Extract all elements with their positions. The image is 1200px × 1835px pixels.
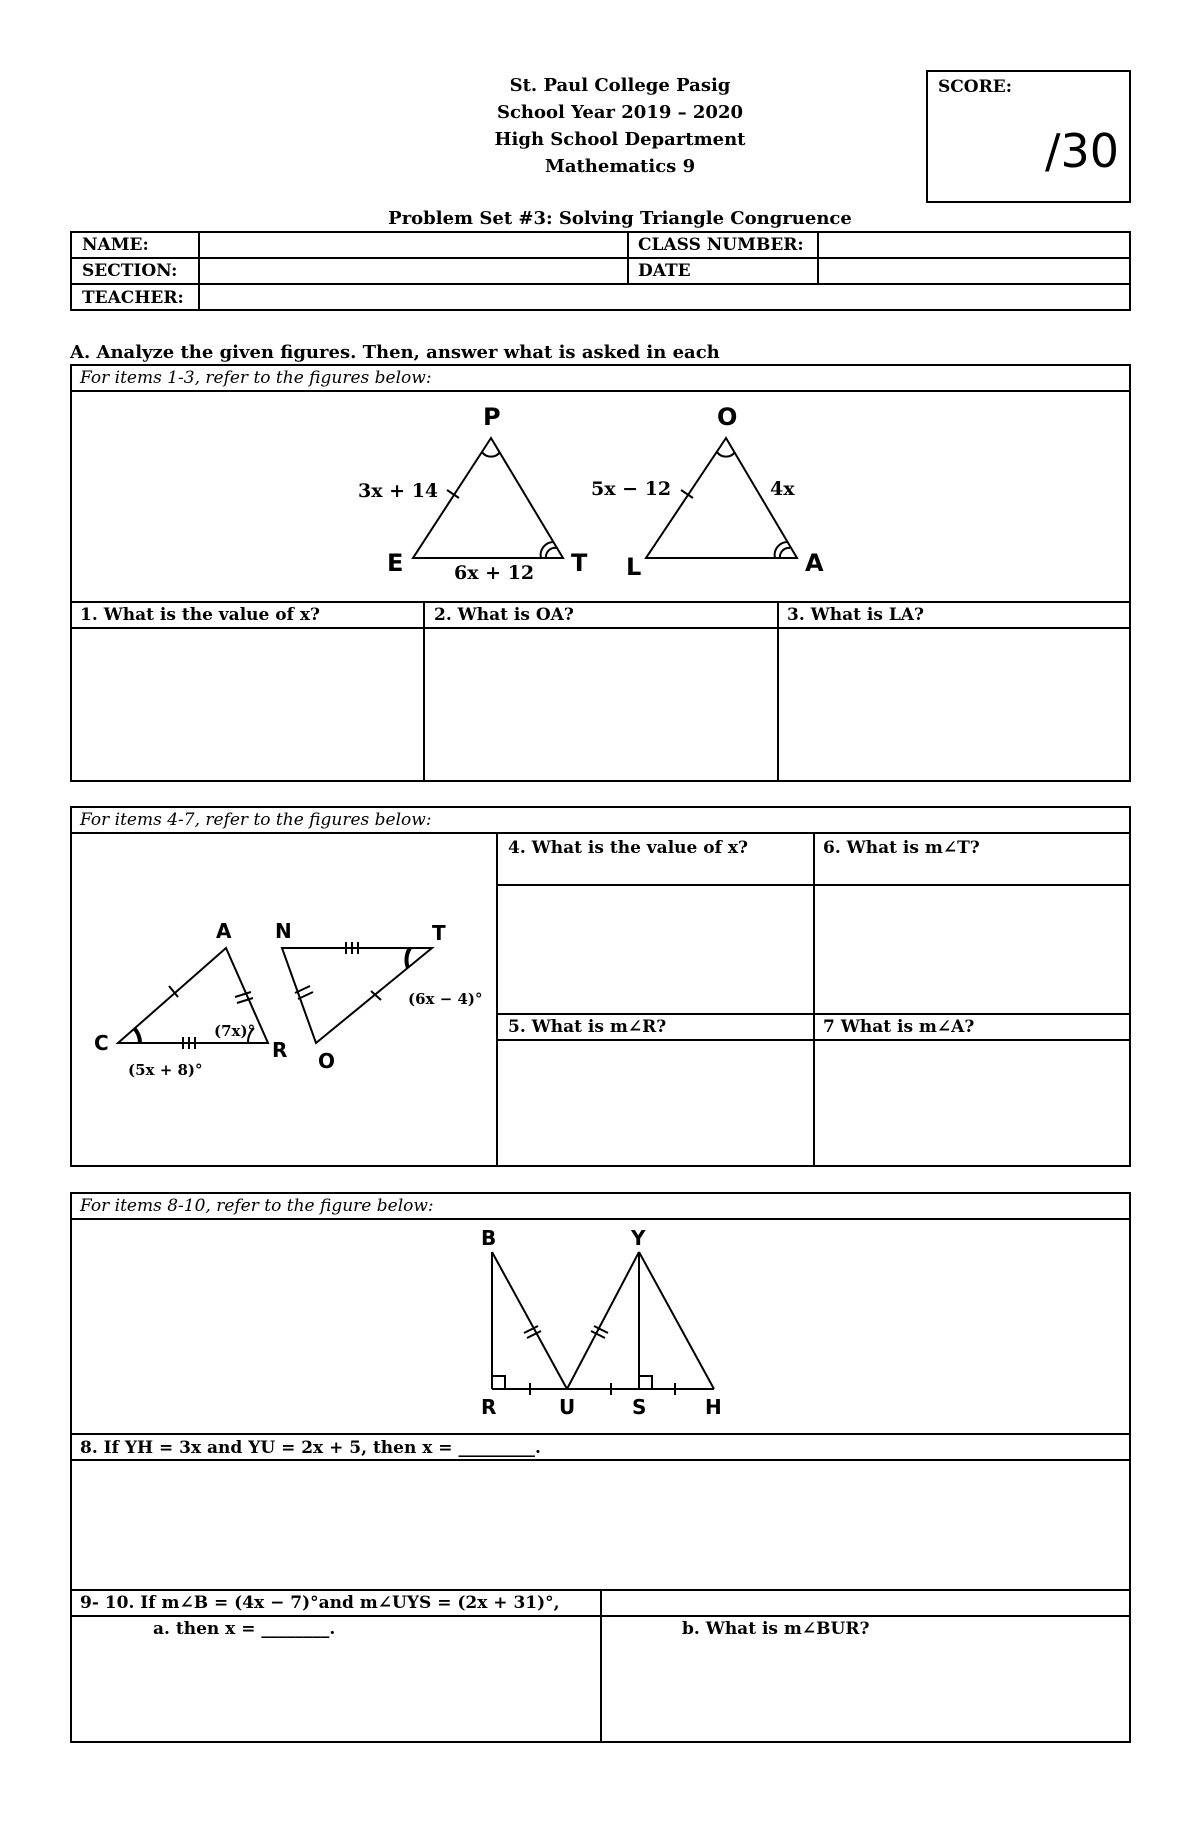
answer-box-4[interactable] (498, 886, 811, 1011)
angle-t-label: (6x − 4)° (408, 990, 483, 1008)
table-rule (70, 1218, 1131, 1220)
problem-set-title: Problem Set #3: Solving Triangle Congruence (388, 208, 852, 229)
school-name: St. Paul College Pasig (509, 75, 731, 96)
question-6: 6. What is m∠T? (823, 838, 980, 858)
table-rule (496, 1013, 1131, 1015)
angle-arc (780, 548, 790, 558)
angle-arc (541, 542, 554, 558)
subject: Mathematics 9 (544, 156, 696, 177)
vertex-c: C (94, 1031, 109, 1055)
vertex-r-3: R (481, 1395, 497, 1419)
date-label: DATE (638, 261, 691, 281)
vertex-a-2: A (216, 919, 232, 943)
vertex-p: P (483, 403, 501, 431)
score-total: /30 (1044, 124, 1119, 178)
department: High School Department (494, 129, 746, 150)
angle-arc (546, 548, 556, 558)
answer-box-7[interactable] (815, 1041, 1129, 1165)
vertex-l: L (626, 553, 642, 581)
vertex-o-2: O (318, 1049, 336, 1073)
angle-arc (482, 452, 500, 457)
vertex-y: Y (631, 1226, 646, 1250)
vertex-e: E (387, 549, 404, 577)
answer-box-1[interactable] (72, 629, 421, 780)
angle-arc (775, 542, 788, 558)
answer-box-2[interactable] (425, 629, 775, 780)
answer-box-8[interactable] (72, 1461, 1129, 1587)
part-a-instruction: A. Analyze the given figures. Then, answer what is asked in each (70, 342, 720, 363)
question-7: 7 What is m∠A? (823, 1017, 975, 1037)
angle-arc (717, 452, 735, 457)
vertex-t-2: T (432, 921, 446, 945)
answer-box-5[interactable] (498, 1041, 811, 1165)
vertex-t: T (571, 549, 588, 577)
question-2: 2. What is OA? (434, 605, 574, 625)
question-9a: a. then x = ________. (153, 1619, 336, 1639)
question-1: 1. What is the value of x? (80, 605, 320, 625)
angle-c-label: (5x + 8)° (128, 1061, 203, 1079)
section-label: SECTION: (82, 261, 178, 281)
class-number-label: CLASS NUMBER: (638, 235, 804, 255)
question-5: 5. What is m∠R? (508, 1017, 667, 1037)
question-9-10: 9- 10. If m∠B = (4x − 7)°and m∠UYS = (2x + 31)°, (80, 1593, 560, 1613)
items-1-3-instruction: For items 1-3, refer to the figures below: (80, 368, 432, 388)
vertex-u: U (559, 1395, 576, 1419)
question-3: 3. What is LA? (787, 605, 924, 625)
items-4-7-instruction: For items 4-7, refer to the figures below: (80, 810, 432, 830)
vertex-n: N (275, 919, 292, 943)
vertex-h: H (705, 1395, 722, 1419)
side-label-pe: 3x + 14 (358, 480, 439, 502)
vertex-s: S (632, 1395, 647, 1419)
table-rule (70, 832, 1131, 834)
answer-box-6[interactable] (815, 886, 1129, 1011)
vertex-a: A (805, 549, 824, 577)
question-9b: b. What is m∠BUR? (682, 1619, 870, 1639)
school-year: School Year 2019 – 2020 (496, 102, 744, 123)
table-rule (70, 1433, 1131, 1435)
angle-r-label: (7x)° (214, 1022, 256, 1040)
side-label-et: 6x + 12 (454, 562, 535, 584)
question-8: 8. If YH = 3x and YU = 2x + 5, then x = _________. (80, 1438, 541, 1458)
items-8-10-instruction: For items 8-10, refer to the figure below: (80, 1196, 434, 1216)
vertex-o: O (717, 403, 738, 431)
side-label-ol: 5x − 12 (591, 478, 672, 500)
answer-box-3[interactable] (779, 629, 1129, 780)
question-4: 4. What is the value of x? (508, 838, 748, 858)
side-label-oa: 4x (770, 478, 795, 500)
teacher-label: TEACHER: (82, 288, 184, 308)
name-label: NAME: (82, 235, 149, 255)
vertex-r: R (272, 1038, 288, 1062)
answer-box-9a[interactable] (72, 1643, 598, 1741)
score-label: SCORE: (938, 77, 1012, 97)
answer-box-9b[interactable] (602, 1643, 1129, 1741)
vertex-b: B (481, 1226, 497, 1250)
